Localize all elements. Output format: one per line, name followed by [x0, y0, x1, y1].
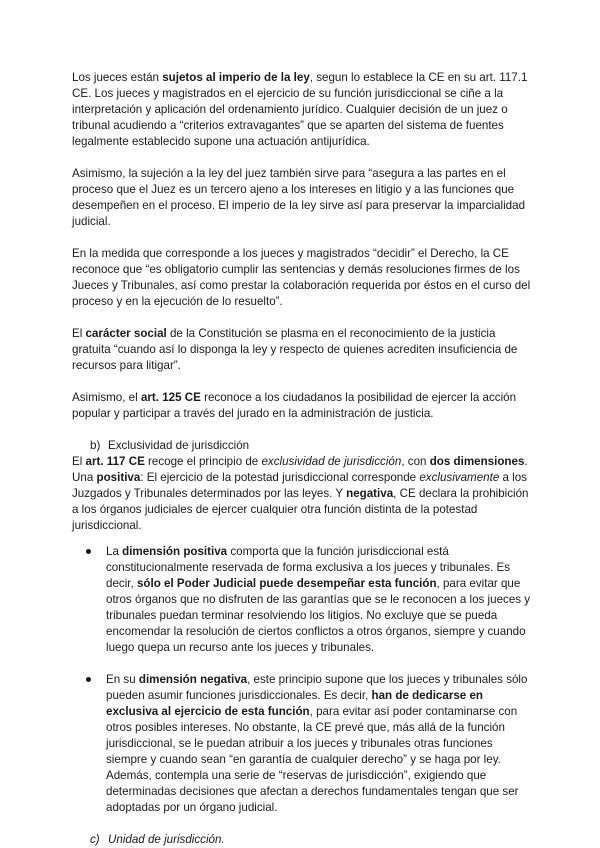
paragraph-art-117 [72, 454, 532, 534]
list-item [72, 544, 532, 656]
text: El [72, 455, 86, 468]
text: reconoce a los ciudadanos la posibilidad de ejercer la acción popular y participar a través del jurado en la administración de justicia. [72, 391, 517, 420]
bullet-icon [86, 677, 91, 682]
italic-text: exclusividad de jurisdicción [261, 455, 402, 468]
bold-text: dimensión positiva [122, 545, 228, 558]
section-title: Unidad de jurisdicción. [108, 833, 225, 846]
text: , este principio supone que los jueces y tribunales sólo pueden asumir funciones jurisdiccionales. Es decir, [106, 673, 528, 702]
text: . Una [72, 455, 528, 484]
bold-text: negativa [346, 487, 394, 500]
text: a los Juzgados y Tribunales determinados por las leyes. Y [72, 471, 527, 500]
paragraph-caracter-social [72, 326, 532, 374]
bold-text: art. 125 CE [140, 391, 201, 404]
text: de la Constitución se plasma en el reconocimiento de la justicia gratuita “cuando así lo disponga la ley y respecto de quienes acrediten insuficiencia de recursos para litigar”. [72, 327, 518, 372]
section-title: Exclusividad de jurisdicción [108, 439, 250, 452]
paragraph-sujecion-ley [72, 70, 532, 150]
bold-text: sujetos al imperio de la ley [162, 71, 310, 84]
text: , para evitar así poder contaminarse con otros posibles intereses. No obstante, la CE prevé que, más allá de la función jurisdiccional, se le puedan atribuir a los jueces y tribunales otras funciones siempre y cuando sean “en garantía de cualquier derecho” y se haga por ley. Además, contempla una serie de “reservas de jurisdicción”, exigiendo que determinadas decisiones que afectan a derechos fundamentales tengan que ser adoptadas por un órgano judicial. [106, 705, 519, 814]
section-label: c) [90, 833, 100, 846]
text: recoge el principio de [144, 455, 262, 468]
text: Los jueces están [72, 71, 163, 84]
text: , segun lo establece la CE en su art. 117.1 CE. Los jueces y magistrados en el ejercicio de su función jurisdiccional se ciñe a la interpretación y aplicación del ordenamiento jurídico. Cualquier decisión de un juez o tribunal acudiendo a “criterios extravagantes” que se aparten del sistema de fuentes legalmente establecido supone una actuación antijurídica. [72, 71, 528, 148]
text: El [72, 327, 86, 340]
text: En su [106, 673, 139, 686]
section-heading-b [90, 438, 532, 454]
text: En la medida que corresponde a los jueces y magistrados “decidir” el Derecho, la CE reconoce que “es obligatorio cumplir las sentencias y demás resoluciones firmes de los Jueces y Tribunales, así como prestar la colaboración requerida por éstos en el curso del proceso y en la ejecución de lo resuelto”. [72, 247, 531, 308]
bold-text: dos dimensiones [429, 455, 525, 468]
document-page [72, 70, 532, 848]
bold-text: han de dedicarse en exclusiva al ejercicio de esta función [106, 689, 483, 718]
text: , con [401, 455, 430, 468]
paragraph-cumplir-sentencias [72, 246, 532, 310]
italic-text: exclusivamente [419, 471, 500, 484]
bullet-icon [86, 549, 91, 554]
paragraph-imparcialidad [72, 166, 532, 230]
text: , CE declara la prohibición a los órganos judiciales de ejercer cualquier otra función distinta de la potestad jurisdiccional. [72, 487, 529, 532]
bold-text: dimensión negativa [138, 673, 248, 686]
text: comporta que la función jurisdiccional está constitucionalmente reservada de forma exclusiva a los jueces y tribunales. Es decir, [106, 545, 511, 590]
text: La [106, 545, 123, 558]
section-heading-c [90, 832, 532, 848]
bold-text: sólo el Poder Judicial puede desempeñar esta función [136, 577, 437, 590]
bullet-list [72, 544, 532, 816]
paragraph-art-125 [72, 390, 532, 422]
bold-text: carácter social [85, 327, 167, 340]
section-label: b) [90, 439, 101, 452]
list-item [72, 672, 532, 816]
text: Asimismo, la sujeción a la ley del juez también sirve para “asegura a las partes en el proceso que el Juez es un tercero ajeno a los intereses en litigio y a las funciones que desempeñen en el proceso. El imperio de la ley sirve así para preservar la imparcialidad judicial. [72, 167, 526, 228]
bold-text: art. 117 CE [85, 455, 145, 468]
text: , para evitar que otros órganos que no disfruten de las garantías que se le reconocen a los jueces y tribunales puedan terminar resolviendo los litigios. No excluye que se pueda encomendar la resolución de ciertos conflictos a otros órganos, siempre y cuando luego quepa un recurso ante los jueces y tribunales. [106, 577, 531, 654]
text: : El ejercicio de la potestad jurisdiccional corresponde [140, 471, 420, 484]
text: Asimismo, el [72, 391, 141, 404]
bold-text: positiva [96, 471, 141, 484]
